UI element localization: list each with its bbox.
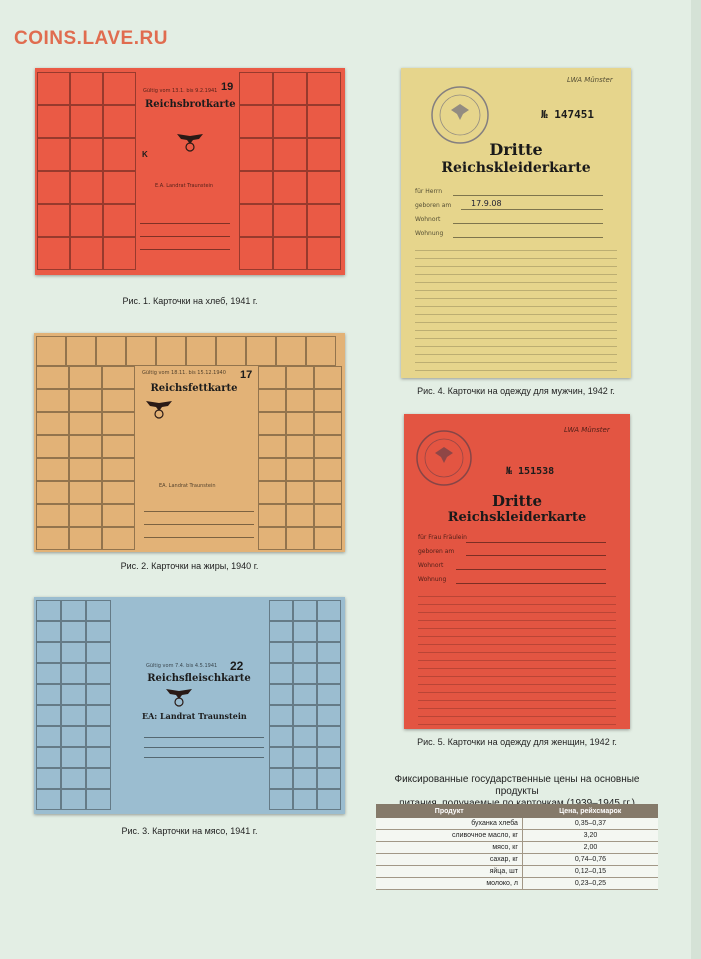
header-product: Продукт [376, 804, 522, 818]
price-cell: 0,12–0,15 [522, 866, 658, 878]
coupon-cell [307, 138, 341, 171]
meat-address-line [144, 747, 264, 748]
coupon-cell [314, 435, 342, 458]
coupon-cell [156, 336, 186, 366]
coupon-cell [37, 171, 70, 204]
eagle-emblem-icon [144, 399, 174, 419]
coupon-cell [258, 435, 286, 458]
fat-card-caption: Рис. 2. Карточки на жиры, 1940 г. [120, 561, 259, 571]
men-title-line2: Reichskleiderkarte [441, 160, 591, 176]
coupon-cell [273, 237, 307, 270]
coupon-cell [293, 768, 317, 789]
coupon-cell [314, 527, 342, 550]
coupon-cell [70, 72, 103, 105]
table-row [376, 830, 658, 842]
price-cell: 2,00 [522, 842, 658, 854]
prices-table-header [376, 804, 658, 818]
coupon-cell [286, 435, 314, 458]
coupon-cell [61, 621, 86, 642]
coupon-cell [103, 171, 136, 204]
coupon-cell [286, 527, 314, 550]
coupon-cell [239, 138, 273, 171]
coupon-cell [269, 789, 293, 810]
coupon-cell [86, 768, 111, 789]
coupon-cell [293, 705, 317, 726]
coupon-cell [36, 435, 69, 458]
coupon-cell [239, 105, 273, 138]
coupon-cell [307, 204, 341, 237]
header-price: Цена, рейхсмарок [522, 804, 658, 818]
coupon-cell [293, 663, 317, 684]
bread-address-line [140, 236, 230, 237]
coupon-cell [70, 204, 103, 237]
coupon-cell [258, 458, 286, 481]
coupon-cell [36, 768, 61, 789]
coupon-cell [307, 105, 341, 138]
coupon-cell [36, 458, 69, 481]
coupon-cell [314, 389, 342, 412]
coupon-cell [269, 600, 293, 621]
coupon-cell [258, 412, 286, 435]
coupon-cell [36, 600, 61, 621]
coupon-cell [293, 621, 317, 642]
women-clothes-card-photo [404, 414, 630, 729]
coupon-cell [102, 412, 135, 435]
bread-card-caption: Рис. 1. Карточки на хлеб, 1941 г. [122, 296, 258, 306]
coupon-cell [293, 600, 317, 621]
women-residence-line [456, 569, 606, 570]
men-card-rules-text [415, 250, 617, 378]
coupon-cell [69, 458, 102, 481]
meat-card-title: Reichsfleischkarte [147, 673, 251, 684]
coupon-cell [246, 336, 276, 366]
coupon-cell [86, 600, 111, 621]
coupon-cell [61, 684, 86, 705]
men-born-value: 17.9.08 [471, 199, 502, 208]
coupon-cell [86, 726, 111, 747]
coupon-cell [269, 684, 293, 705]
coupon-cell [317, 726, 341, 747]
coupon-cell [86, 789, 111, 810]
table-row [376, 818, 658, 830]
bread-street-line [140, 249, 230, 250]
coupon-cell [86, 621, 111, 642]
meat-street-line [144, 757, 264, 758]
coupon-cell [317, 684, 341, 705]
coupon-cell [86, 705, 111, 726]
coupon-cell [102, 366, 135, 389]
fat-validity: Gültig vom 18.11. bis 15.12.1940 [142, 370, 226, 376]
women-office: LWA Münster [564, 426, 610, 434]
coupon-cell [314, 366, 342, 389]
women-born-label: geboren am [418, 548, 455, 555]
coupon-cell [36, 336, 66, 366]
coupon-cell [317, 621, 341, 642]
women-address-line [456, 583, 606, 584]
coupon-cell [86, 684, 111, 705]
coupon-cell [37, 204, 70, 237]
coupon-cell [273, 171, 307, 204]
coupon-cell [102, 389, 135, 412]
coupon-cell [37, 237, 70, 270]
coupon-cell [314, 481, 342, 504]
coupon-cell [61, 663, 86, 684]
coupon-cell [36, 412, 69, 435]
eagle-emblem-icon [175, 132, 205, 152]
coupon-cell [61, 747, 86, 768]
women-born-line [466, 555, 606, 556]
coupon-cell [69, 481, 102, 504]
coupon-cell [269, 663, 293, 684]
men-name-line [453, 195, 603, 196]
fat-address-line [144, 524, 254, 525]
coupon-cell [273, 72, 307, 105]
bread-issuer: E.A. Landrat Traunstein [155, 183, 214, 189]
coupon-cell [102, 527, 135, 550]
fat-name-line [144, 511, 254, 512]
women-residence-label: Wohnort [418, 562, 444, 569]
coupon-cell [293, 747, 317, 768]
coupon-cell [269, 705, 293, 726]
prices-table [376, 804, 658, 890]
coupon-cell [70, 237, 103, 270]
coupon-cell [61, 768, 86, 789]
coupon-cell [273, 138, 307, 171]
coupon-cell [273, 105, 307, 138]
coupon-cell [37, 72, 70, 105]
coupon-cell [314, 504, 342, 527]
women-name-label: für Frau Fräulein [418, 534, 467, 541]
product-cell: буханка хлеба [376, 818, 522, 830]
price-cell: 0,35–0,37 [522, 818, 658, 830]
bread-validity: Gültig vom 13.1. bis 9.2.1941 [143, 88, 218, 94]
men-address-label: Wohnung [415, 230, 444, 237]
coupon-cell [37, 138, 70, 171]
prices-title-line1: Фиксированные государственные цены на основные продукты [394, 774, 640, 797]
coupon-cell [36, 684, 61, 705]
coupon-cell [86, 747, 111, 768]
coupon-cell [96, 336, 126, 366]
coupon-cell [293, 789, 317, 810]
coupon-cell [258, 366, 286, 389]
coupon-cell [36, 366, 69, 389]
coupon-cell [307, 171, 341, 204]
coupon-cell [61, 789, 86, 810]
coupon-cell [36, 705, 61, 726]
coupon-cell [69, 366, 102, 389]
coupon-cell [102, 458, 135, 481]
coupon-cell [102, 504, 135, 527]
coupon-cell [317, 600, 341, 621]
coupon-cell [286, 481, 314, 504]
coupon-cell [269, 747, 293, 768]
fat-card-number: 17 [240, 369, 253, 381]
men-residence-line [453, 223, 603, 224]
coupon-cell [307, 72, 341, 105]
product-cell: мясо, кг [376, 842, 522, 854]
coupon-cell [286, 366, 314, 389]
stamp-icon [414, 428, 474, 488]
price-cell: 3,20 [522, 830, 658, 842]
women-card-rules-text [418, 596, 616, 729]
coupon-cell [36, 527, 69, 550]
coupon-cell [70, 138, 103, 171]
meat-validity: Gültig vom 7.4. bis 4.5.1941 [146, 663, 218, 669]
coupon-cell [37, 105, 70, 138]
coupon-cell [239, 72, 273, 105]
coupon-cell [36, 747, 61, 768]
men-born-line [461, 209, 603, 210]
coupon-cell [286, 389, 314, 412]
table-row [376, 878, 658, 890]
men-clothes-card-caption: Рис. 4. Карточки на одежду для мужчин, 1942 г. [417, 386, 615, 396]
coupon-cell [293, 684, 317, 705]
coupon-cell [61, 705, 86, 726]
coupon-cell [36, 726, 61, 747]
coupon-cell [293, 726, 317, 747]
bread-name-line [140, 223, 230, 224]
coupon-cell [61, 600, 86, 621]
women-title-line2: Reichskleiderkarte [447, 510, 587, 525]
page-edge [691, 0, 701, 959]
product-cell: яйца, шт [376, 866, 522, 878]
coupon-cell [102, 435, 135, 458]
coupon-cell [36, 481, 69, 504]
price-cell: 0,23–0,25 [522, 878, 658, 890]
meat-card-number: 22 [230, 659, 244, 673]
product-cell: сахар, кг [376, 854, 522, 866]
coupon-cell [269, 768, 293, 789]
coupon-cell [293, 642, 317, 663]
coupon-cell [239, 204, 273, 237]
women-clothes-card-caption: Рис. 5. Карточки на одежду для женщин, 1942 г. [417, 737, 617, 747]
meat-card-photo [34, 597, 345, 814]
coupon-cell [69, 527, 102, 550]
men-residence-label: Wohnort [415, 216, 441, 223]
coupon-cell [103, 72, 136, 105]
coupon-cell [317, 663, 341, 684]
meat-issuer: EA: Landrat Traunstein [142, 711, 247, 721]
meat-card-caption: Рис. 3. Карточки на мясо, 1941 г. [121, 826, 258, 836]
bread-card-title: Reichsbrotkarte [145, 99, 236, 110]
eagle-emblem-icon [164, 687, 194, 707]
coupon-cell [61, 642, 86, 663]
watermark: COINS.LAVE.RU [14, 28, 168, 49]
coupon-cell [216, 336, 246, 366]
coupon-cell [36, 663, 61, 684]
men-office: LWA Münster [567, 76, 613, 84]
coupon-cell [307, 237, 341, 270]
coupon-cell [269, 726, 293, 747]
women-serial: № 151538 [506, 466, 555, 477]
coupon-cell [69, 389, 102, 412]
bread-card-number: 19 [221, 81, 234, 93]
product-cell: молоко, л [376, 878, 522, 890]
men-serial: № 147451 [541, 108, 594, 121]
coupon-cell [66, 336, 96, 366]
coupon-cell [269, 621, 293, 642]
coupon-cell [314, 458, 342, 481]
coupon-cell [306, 336, 336, 366]
coupon-cell [126, 336, 156, 366]
coupon-cell [103, 237, 136, 270]
meat-name-line [144, 737, 264, 738]
women-title-line1: Dritte [491, 492, 542, 510]
coupon-cell [36, 642, 61, 663]
coupon-cell [239, 237, 273, 270]
coupon-cell [86, 663, 111, 684]
coupon-cell [286, 458, 314, 481]
fat-issuer: EA. Landrat Traunstein [159, 483, 216, 489]
coupon-cell [36, 504, 69, 527]
product-cell: сливочное масло, кг [376, 830, 522, 842]
coupon-cell [286, 412, 314, 435]
coupon-cell [269, 642, 293, 663]
coupon-cell [86, 642, 111, 663]
coupon-cell [317, 789, 341, 810]
coupon-cell [36, 789, 61, 810]
coupon-cell [61, 726, 86, 747]
table-row [376, 866, 658, 878]
coupon-cell [103, 138, 136, 171]
table-row [376, 854, 658, 866]
coupon-cell [70, 105, 103, 138]
table-row [376, 842, 658, 854]
coupon-cell [239, 171, 273, 204]
stamp-icon [429, 84, 491, 146]
women-address-label: Wohnung [418, 576, 447, 583]
bread-card-photo [35, 68, 345, 275]
coupon-cell [314, 412, 342, 435]
coupon-cell [103, 204, 136, 237]
coupon-cell [69, 435, 102, 458]
coupon-cell [317, 768, 341, 789]
coupon-cell [69, 412, 102, 435]
men-born-label: geboren am [415, 202, 452, 209]
men-clothes-card-photo [401, 68, 631, 378]
men-title-line1: Dritte [489, 140, 543, 159]
women-name-line [466, 542, 606, 543]
coupon-cell [317, 747, 341, 768]
coupon-cell [70, 171, 103, 204]
coupon-cell [258, 389, 286, 412]
coupon-cell [36, 389, 69, 412]
coupon-cell [258, 481, 286, 504]
bread-letter: K [142, 150, 148, 159]
fat-card-title: Reichsfettkarte [150, 383, 238, 394]
coupon-cell [286, 504, 314, 527]
coupon-cell [317, 705, 341, 726]
men-address-line [453, 237, 603, 238]
coupon-cell [258, 527, 286, 550]
coupon-cell [186, 336, 216, 366]
coupon-cell [36, 621, 61, 642]
coupon-cell [317, 642, 341, 663]
fat-street-line [144, 537, 254, 538]
coupon-cell [103, 105, 136, 138]
coupon-cell [102, 481, 135, 504]
coupon-cell [69, 504, 102, 527]
coupon-cell [273, 204, 307, 237]
price-cell: 0,74–0,76 [522, 854, 658, 866]
fat-card-photo [34, 333, 345, 552]
coupon-cell [258, 504, 286, 527]
coupon-cell [276, 336, 306, 366]
men-name-label: für Herrn [415, 188, 443, 195]
